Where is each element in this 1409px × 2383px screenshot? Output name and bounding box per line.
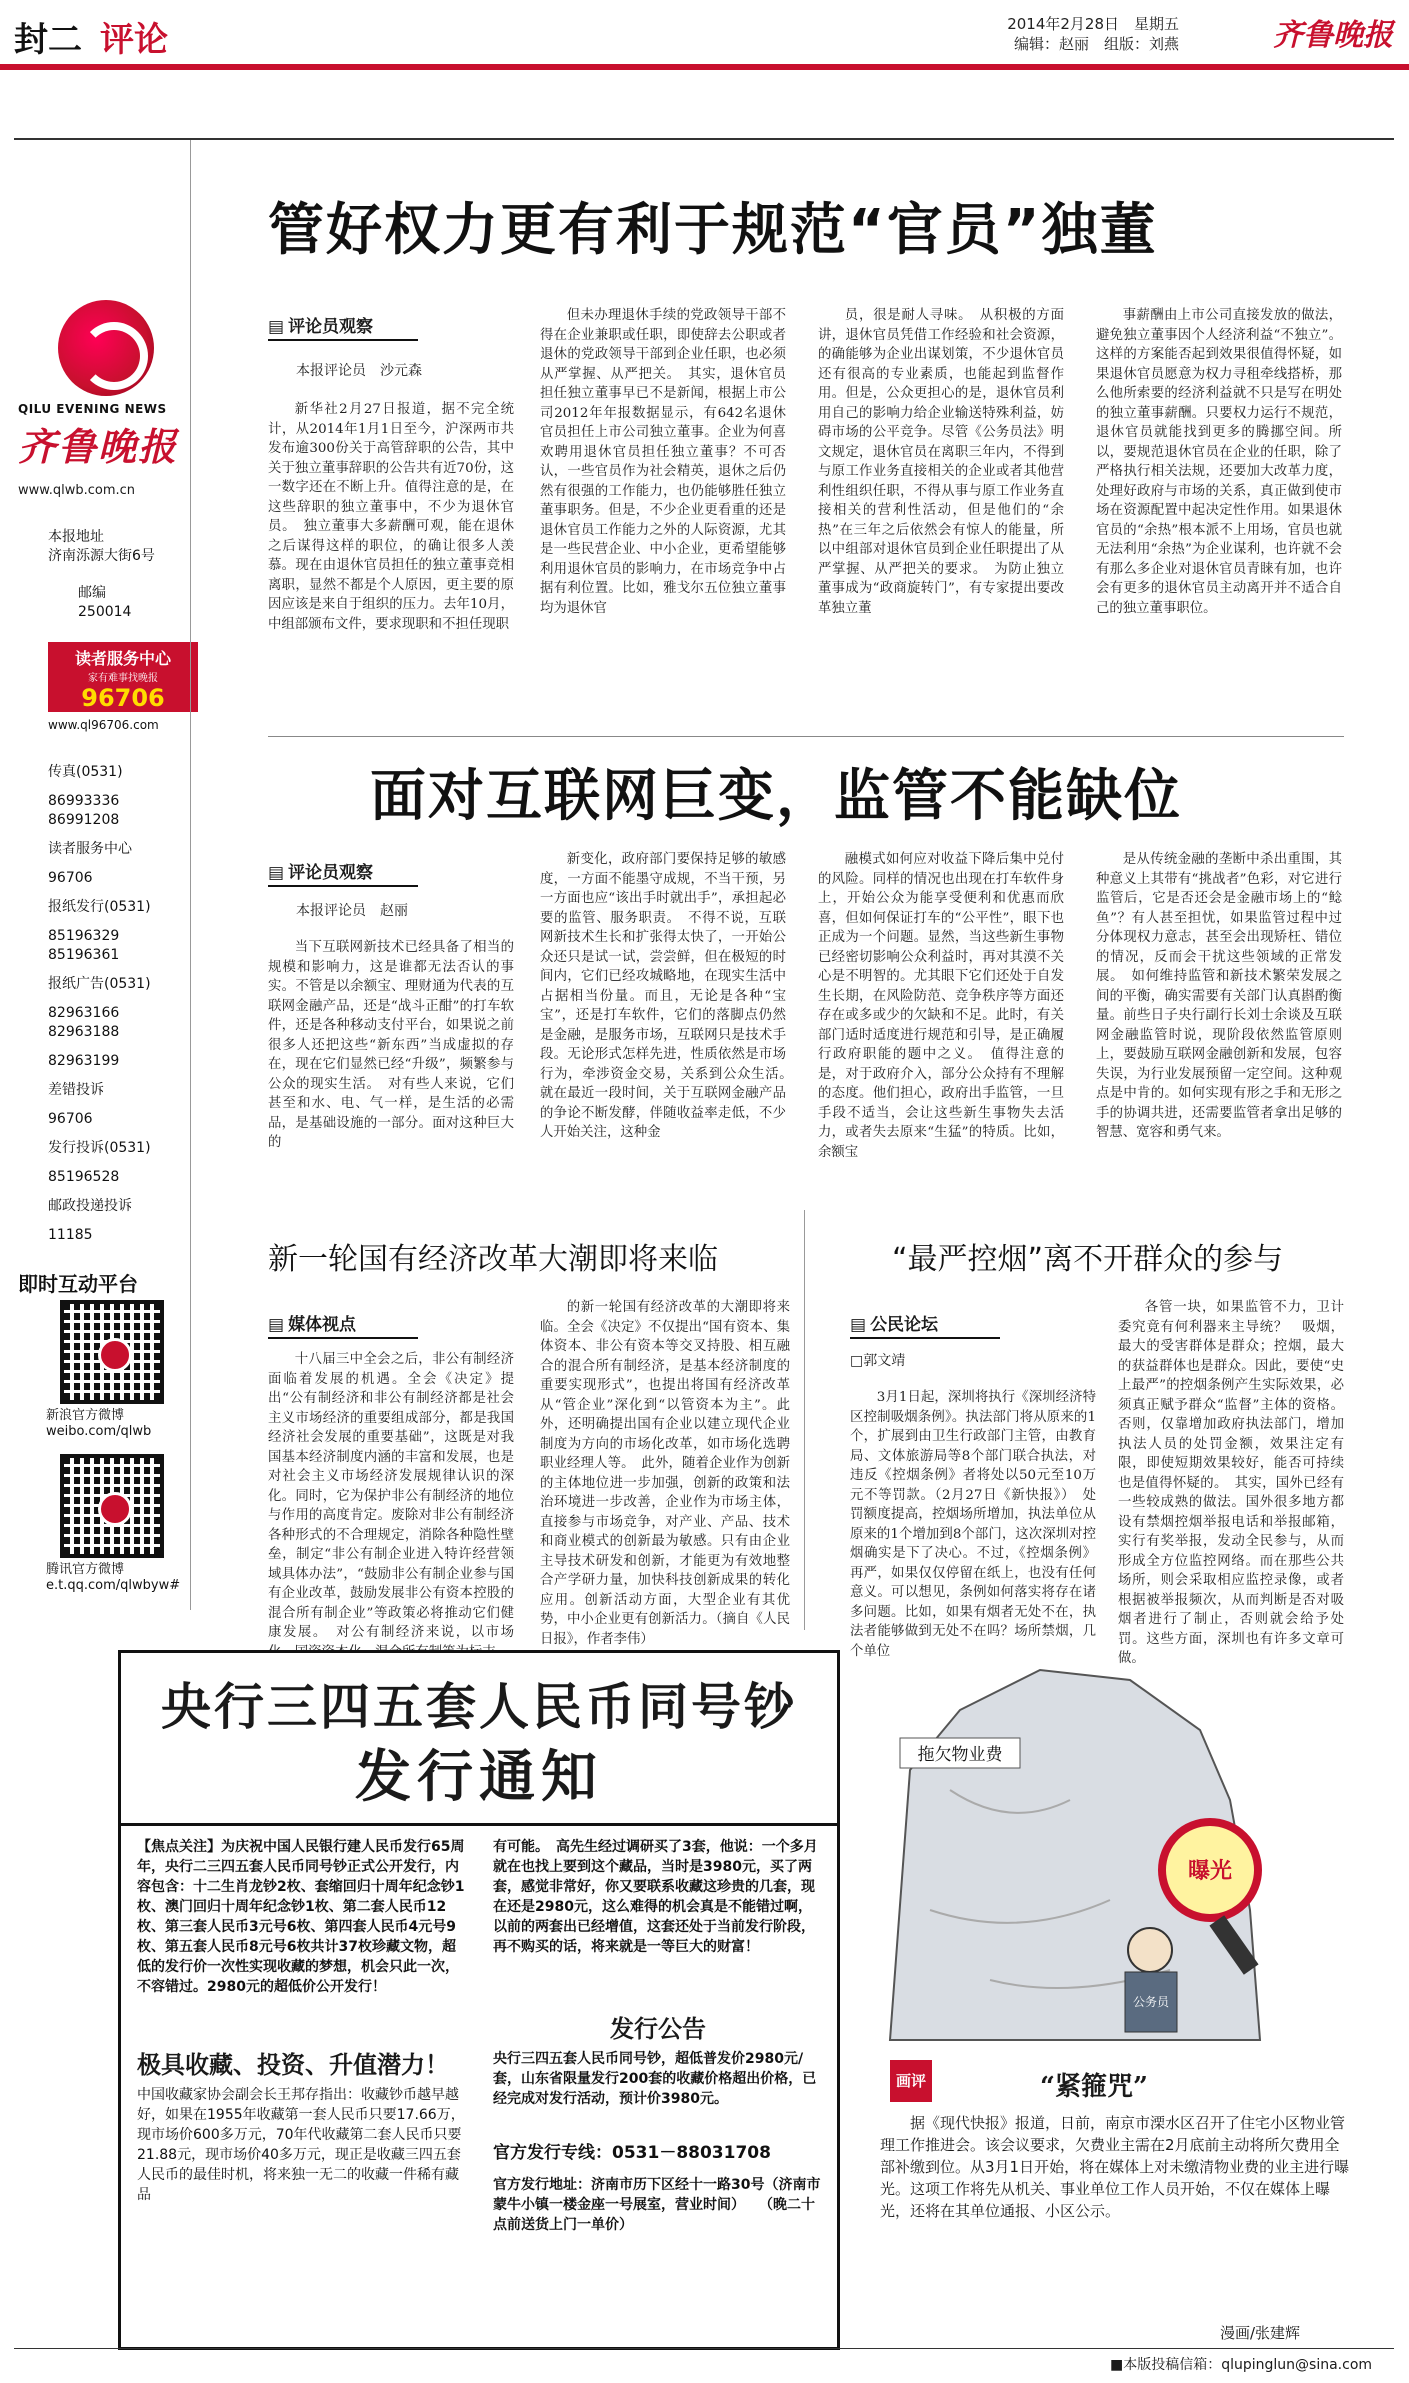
sidebar-divider bbox=[190, 140, 191, 1610]
contact-label: 邮政投递投诉 bbox=[48, 1198, 132, 1214]
article2-col3: 融模式如何应对收益下降后集中兑付的风险。同样的情况也出现在打车软件身上，开始公众为能享受便利和优惠而欣喜，但如何保证打车的“公平性”，眼下也正成为一个问题。显然，当这些新生事物已经密切影响公众利益时，再对其漠不关心是不明智的。尤其眼下它们还处于自发生长期，在风险防范、竞争秩序等方面还存在或多或少的欠缺和不足。此时，有关部门适时适度进行规范和引导，是正确履行政府职能的题中之义。 值得注意的是，对于政府介入，部分公众持有不理解的态度。他们担心，政府出手监管，一旦手段不适当，会让这些新生事物失去活力，或者失去原来“生猛”的特质。比如，余额宝 bbox=[818, 852, 1064, 1160]
ad-notice-title: 发行公告 bbox=[610, 2015, 706, 2043]
currency-advertisement bbox=[118, 1650, 840, 2350]
ad-slogan: 极具收藏、投资、升值潜力！ bbox=[137, 2051, 449, 2079]
tencent-qr-code-icon[interactable] bbox=[60, 1454, 164, 1558]
article1-col4: 事薪酬由上市公司直接发放的做法，避免独立董事因个人经济利益“不独立”。这样的方案能否起到效果很值得怀疑，如果退休官员愿意为权力寻租牵线搭桥，那么他所索要的经济利益就不只是写在明处的独立董事薪酬。只要权力运行不规范，退休官员就能找到更多的腾挪空间。所以，要规范退休官员在企业的任职，除了严格执行相关法规，还要加大改革力度，处理好政府与市场的关系，真正做到使市场在资源配置中起决定性作用。如果退休官员的“余热”根本派不上用场，官员也就无法利用“余热”为企业谋利，也许就不会有那么多企业对退休官员青睐有加，也许会有更多的退休官员主动离开并不适合自己的独立董事职位。 bbox=[1096, 308, 1342, 616]
contact-reader bbox=[48, 840, 188, 888]
address-value: 济南泺源大街6号 bbox=[48, 548, 155, 564]
cartoon-label-exposure: 曝光 bbox=[1187, 1859, 1233, 1884]
contact-label: 读者服务中心 bbox=[48, 841, 132, 857]
reader-service-badge bbox=[48, 642, 198, 712]
top-divider bbox=[14, 138, 1394, 140]
contact-value: 96706 bbox=[48, 1111, 93, 1127]
masthead bbox=[0, 0, 1409, 70]
official-head bbox=[1128, 1928, 1172, 1972]
article2-byline: 本报评论员 赵丽 bbox=[296, 903, 408, 919]
postcode-block bbox=[78, 584, 188, 622]
article1-col1: 新华社2月27日报道，据不完全统计，从2014年1月1日至今，沪深两市共发布逾300份关于高管辞职的公告，其中关于独立董事辞职的公告共有近70份，这一数字还在不断上升。值得注意的是，在这些辞职的独立董事中，不少为退休官员。 独立董事大多薪酬可观，能在退休之后谋得这样的职位，的确让很多人羡慕。现在由退休官员担任的独立董事竞相离职，显然不都是个人原因，更主要的原因应该是来自于组织的压力。去年10月，中组部颁布文件，要求现职和不担任现职 bbox=[268, 402, 514, 632]
contact-label: 传真(0531) bbox=[48, 764, 123, 780]
editors: 编辑：赵丽 组版：刘燕 bbox=[1013, 35, 1179, 53]
masthead-logo: 齐鲁晚报 bbox=[1273, 18, 1393, 53]
ad-testimonial: 有可能。 高先生经过调研买了3套，他说：一个多月就在也找上要到这个藏品，当时是3980元，买了两套，感觉非常好，你又要联系收藏这珍贵的几套，现在还是2980元，这么难得的机会真是不能错过啊，以前的两套出已经增值，这套还处于当前发行阶段，再不购买的话，将来就是一等巨大的财富！ bbox=[493, 1839, 818, 1955]
weibo-sina bbox=[46, 1408, 188, 1440]
article4-col2: 各管一块，如果监管不力，卫计委究竟有何利器来主导统？ 吸烟，最大的受害群体是群众；控烟，最大的获益群体也是群众。因此，要使“史上最严”的控烟条例产生实际效果，必须真正赋予群众“监督”主体的资格。否则，仅靠增加政府执法部门，增加执法人员的处罚金额，效果注定有限，即使短期效果较好，能否可持续也是值得怀疑的。 其实，国外已经有一些较成熟的做法。国外很多地方都设有禁烟控烟举报电话和举报邮箱，实行有奖举报，发动全民参与，从而形成全方位监控网络。而在那些公共场所，则会采取相应监控录像，或者根据被举报频次，从而判断是否对吸烟者进行了制止，否则就会给予处罚。这些方面，深圳也有许多文章可做。 bbox=[1118, 1300, 1344, 1666]
page-label bbox=[14, 12, 168, 61]
cartoon-label-arrears: 拖欠物业费 bbox=[917, 1745, 1003, 1765]
postcode-value: 250014 bbox=[78, 604, 132, 620]
article3-headline: 新一轮国有经济改革大潮即将来临 bbox=[268, 1242, 718, 1277]
ad-focus-text: 【焦点关注】为庆祝中国人民银行建人民币发行65周年，央行二三四五套人民币同号钞正式公开发行，内容包含：十二生肖龙钞2枚、套缩回归十周年纪念钞1枚、澳门回归十周年纪念钞1枚、第二套人民币12枚、第三套人民币3元号6枚、第四套人民币4元号9枚、第五套人民币8元号6枚共计37枚珍藏文物，超低的发行价一次性实现收藏的梦想，机会只此一次，不容错过。2980元的超低价公开发行！ bbox=[137, 1839, 465, 1995]
issue-date: 2014年2月28日 星期五 bbox=[1007, 15, 1179, 33]
article2-col2: 新变化，政府部门要保持足够的敏感度，一方面不能墨守成规，不当干预，另一方面也应“该出手时就出手”，承担起必要的监管、服务职责。 不得不说，互联网新技术生长和扩张得太快了，一开始公众还只是试一试，尝尝鲜，但在极短的时间内，它们已经攻城略地，在现实生活中占据相当份量。而且，无论是各种“宝宝”，还是打车软件，它们的落脚点仍然是金融，是服务市场，互联网只是技术手段。无论形式怎样先进，性质依然是市场行为，牵涉资金交易，关系到公众生活。 就在最近一段时间，关于互联网金融产品的争论不断发酵，伴随收益率走低，不少人开始关注，这种金 bbox=[540, 852, 800, 1140]
article4-headline: “最严控烟”离不开群众的参与 bbox=[892, 1242, 1284, 1277]
article1-column-tag: ▤ 评论员观察 bbox=[268, 312, 418, 341]
bottom-rule bbox=[14, 2348, 1394, 2349]
article3-column-tag: ▤ 媒体视点 bbox=[268, 1310, 418, 1339]
cartoon-caption: 据《现代快报》报道，日前，南京市溧水区召开了住宅小区物业管理工作推进会。该会议要求，欠费业主需在2月底前主动将所欠费用全部补缴到位。从3月1日开始，将在媒体上对未缴清物业费的业主进行曝光。这项工作将先从机关、事业单位工作人员开始，不仅在媒体上曝光，还将在其单位通报、小区公示。 bbox=[880, 2114, 1350, 2220]
ad-hotline: 官方发行专线：0531－88031708 bbox=[493, 2143, 771, 2163]
ad-address: 官方发行地址：济南市历下区经十一路30号（济南市蒙牛小镇一楼金座一号展室，营业时间） （晚二十点前送货上门一单价） bbox=[493, 2177, 821, 2233]
service-site[interactable]: www.ql96706.com bbox=[48, 718, 159, 732]
contact-label: 差错投诉 bbox=[48, 1082, 104, 1098]
article4-col1: 3月1日起，深圳将执行《深圳经济特区控制吸烟条例》。执法部门将从原来的1个，扩展到由卫生行政部门主管，由教育局、文体旅游局等8个部门联合执法，对违反《控烟条例》者将处以50元至10万元不等罚款。（2月27日《新快报》） 处罚额度提高，控烟场所增加，执法单位从原来的1个增加到8个部门，这次深圳对控烟确实是下了决心。不过，《控烟条例》再严，如果仅仅停留在纸上，也没有任何意义。可以想见，条例如何落实将存在诸多问题。比如，如果有烟者无处不在，执法者能够做到无处不在吗？场所禁烟，几个单位 bbox=[850, 1390, 1096, 1659]
article2-headline: 面对互联网巨变，监管不能缺位 bbox=[370, 764, 1182, 829]
logo-english: QILU EVENING NEWS bbox=[18, 402, 167, 416]
contact-value: 11185 bbox=[48, 1227, 93, 1243]
contact-value: 82963199 bbox=[48, 1053, 120, 1069]
ad-notice-text: 央行三四五套人民币同号钞，超低普发价2980元/套，山东省限量发行200套的收藏价格超出价格，已经完成对发行活动，预计价3980元。 bbox=[493, 2051, 817, 2107]
article2-col1: 当下互联网新技术已经具备了相当的规模和影响力，这是谁都无法否认的事实。不管是以余额宝、理财通为代表的互联网金融产品，还是“战斗正酣”的打车软件，还是各种移动支付平台，如果说之前很多人还把这些“新东西”当成虚拟的存在，现在它们显然已经“升级”，频繁参与公众的现实生活。 对有些人来说，它们甚至和水、电、气一样，是生活的必需品，是基础设施的一部分。面对这种巨大的 bbox=[268, 940, 514, 1150]
logo-chinese: 齐鲁晚报 bbox=[18, 424, 179, 469]
website-link[interactable]: www.qlwb.com.cn bbox=[18, 483, 135, 498]
contact-label: 发行投诉(0531) bbox=[48, 1140, 151, 1156]
dateline bbox=[1007, 14, 1179, 54]
sidebar bbox=[18, 300, 188, 1594]
cartoon-illustration bbox=[870, 1650, 1350, 2050]
column-divider bbox=[804, 1210, 805, 1630]
weibo-tencent bbox=[46, 1562, 188, 1594]
sina-qr-code-icon[interactable] bbox=[60, 1300, 164, 1404]
masthead-rule bbox=[0, 64, 1409, 70]
contact-postal bbox=[48, 1197, 188, 1245]
article4-column-tag: ▤ 公民论坛 bbox=[850, 1310, 1000, 1339]
service-sub: 家有难事找晚报 bbox=[88, 673, 158, 684]
postcode-label: 邮编 bbox=[78, 585, 106, 601]
ad-title-line2: 发行通知 bbox=[355, 1745, 603, 1810]
article2-col4: 是从传统金融的垄断中杀出重围，其种意义上其带有“挑战者”色彩，对它进行监管后，它是否还会是金融市场上的“鲶鱼”？有人甚至担忧，如果监管过程中过分体现权力意志，甚至会出现矫枉、错位的情况，反而会干扰这些领域的正常发展。 如何维持监管和新技术繁荣发展之间的平衡，确实需要有关部门认真斟酌衡量。前些日子央行副行长刘士余谈及互联网金融监管时说，现阶段依然监管原则上，要鼓励互联网金融创新和发展，包容失误，为行业发展预留一定空间。这种观点是中肯的。如何实现有形之手和无形之手的协调共进，还需要监管者拿出足够的智慧、宽容和勇气来。 bbox=[1096, 852, 1342, 1140]
submission-email[interactable]: ■本版投稿信箱：qlupinglun@sina.com bbox=[1110, 2357, 1373, 2373]
article4-byline: □郭文靖 bbox=[850, 1353, 906, 1369]
contact-label: 报纸广告(0531) bbox=[48, 976, 151, 992]
contact-fax bbox=[48, 763, 188, 830]
contact-value: 82963166 82963188 bbox=[48, 1005, 120, 1040]
address-label: 本报地址 bbox=[48, 529, 104, 545]
platform-heading: 即时互动平台 bbox=[18, 1272, 138, 1296]
weibo-label: 新浪官方微博 bbox=[46, 1408, 125, 1423]
contact-errors bbox=[48, 1081, 188, 1129]
cartoon-title: “紧箍咒” bbox=[1040, 2072, 1148, 2102]
cartoon-stamp: 画评 bbox=[890, 2060, 932, 2102]
article1-headline: 管好权力更有利于规范“官员”独董 bbox=[268, 198, 1158, 263]
weibo-label: 腾讯官方微博 bbox=[46, 1562, 125, 1577]
cartoon-label-official: 公务员 bbox=[1132, 1995, 1170, 2009]
ad-title-line1: 央行三四五套人民币同号钞 bbox=[161, 1678, 797, 1736]
article1-byline: 本报评论员 沙元森 bbox=[296, 363, 422, 379]
contact-delivery-complaint bbox=[48, 1139, 188, 1187]
ad-expert-text: 中国收藏家协会副会长王邦存指出：收藏钞币越早越好，如果在1955年收藏第一套人民币只要17.66万，现市场价600多万元，70年代收藏第二套人民币只要21.88元，现市场价40多万元，现正是收藏三四五套人民币的最佳时机，将来独一无二的收藏一件稀有藏品 bbox=[137, 2087, 465, 2203]
article3-col2: 的新一轮国有经济改革的大潮即将来临。全会《决定》不仅提出“国有资本、集体资本、非公有资本等交叉持股、相互融合的混合所有制经济，是基本经济制度的重要实现形式”，也提出将国有经济改革从“管企业”深化到“以管资本为主”。此外，还明确提出国有企业以建立现代企业制度为方向的市场化改革，如市场化选聘职业经理人等。 此外，随着企业作为创新的主体地位进一步加强，创新的政策和法治环境进一步改善，企业作为市场主体，直接参与市场竞争，对产业、产品、技术和商业模式的创新最为敏感。只有由企业主导技术研发和创新，才能更为有效地整合产学研力量，加快科技创新成果的转化应用。创新活动方面，大型企业有其优势，中小企业更有创新活力。（摘自《人民日报》，作者李伟） bbox=[540, 1300, 790, 1647]
article1-col3: 员，很是耐人寻味。 从积极的方面讲，退休官员凭借工作经验和社会资源，的确能够为企业出谋划策，不少退休官员还有很高的专业素质，也能起到监督作用。但是，公众更担心的是，退休官员利用自己的影响力给企业输送特殊利益，妨碍市场的公平竞争。尽管《公务员法》明文规定，退休官员在离职三年内，不得到与原工作业务直接相关的企业或者其他营利性组织任职，不得从事与原工作业务直接相关的营利性活动，但是他们的“余热”在三年之后依然会有惊人的能量，所以中组部对退休官员到企业任职提出了从严掌握、从严把关的要求。 为防止独立董事成为“政商旋转门”，有专家提出要改革独立董 bbox=[818, 308, 1064, 616]
article1-rule bbox=[268, 736, 1344, 737]
contact-label: 报纸发行(0531) bbox=[48, 899, 151, 915]
address-block bbox=[48, 528, 188, 566]
service-number: 96706 bbox=[81, 684, 165, 712]
weibo-url[interactable]: e.t.qq.com/qlwbyw# bbox=[46, 1578, 181, 1593]
contact-value: 85196528 bbox=[48, 1169, 120, 1185]
cartoon-artist: 漫画/张建辉 bbox=[1220, 2324, 1301, 2342]
contact-list bbox=[48, 763, 188, 1245]
ad-rule bbox=[121, 1823, 837, 1826]
contact-value: 96706 bbox=[48, 870, 93, 886]
article2-column-tag: ▤ 评论员观察 bbox=[268, 858, 418, 887]
newspaper-logo-icon bbox=[58, 300, 154, 396]
article1-col2: 但未办理退休手续的党政领导干部不得在企业兼职或任职，即使辞去公职或者退休的党政领导干部到企业任职，也必须从严掌握、从严把关。 其实，退休官员担任独立董事早已不是新闻，根据上市公司2012年年报数据显示，有642名退休官员担任上市公司独立董事。企业为何喜欢聘用退休官员担任独立董事？不可否认，一些官员作为社会精英，退休之后仍然有很强的工作能力，也仍能够胜任独立董事职务。但是，不少企业更看重的还是退休官员工作能力之外的人际资源，尤其是一些民营企业、中小企业，更希望能够利用退休官员的影响力，在市场竞争中占据有利位置。比如，雅戈尔五位独立董事均为退休官 bbox=[540, 308, 786, 616]
section-name: 评论 bbox=[100, 20, 168, 60]
weibo-url[interactable]: weibo.com/qlwb bbox=[46, 1424, 152, 1439]
contact-distribution bbox=[48, 898, 188, 965]
article3-col1: 十八届三中全会之后，非公有制经济面临着发展的机遇。全会《决定》提出“公有制经济和非公有制经济都是社会主义市场经济的重要组成部分，都是我国经济社会发展的重要基础”，这既是对我国基本经济制度内涵的丰富和发展，也是对社会主义市场经济发展规律认识的深化。同时，它为保护非公有制经济的地位与作用的高度肯定。废除对非公有制经济各种形式的不合理规定，消除各种隐性壁垒，制定“非公有制企业进入特许经营领域具体办法”，“鼓励非公有制企业参与国有企业改革，鼓励发展非公有资本控股的混合所有制企业”等政策必将推动它们健康发展。 对公有制经济来说，以市场 bbox=[268, 1352, 514, 1640]
contact-value: 86993336 86991208 bbox=[48, 793, 120, 828]
service-title: 读者服务中心 bbox=[74, 649, 171, 668]
page-number: 封二 bbox=[14, 20, 82, 60]
contact-value: 85196329 85196361 bbox=[48, 928, 120, 963]
contact-ads bbox=[48, 975, 188, 1071]
